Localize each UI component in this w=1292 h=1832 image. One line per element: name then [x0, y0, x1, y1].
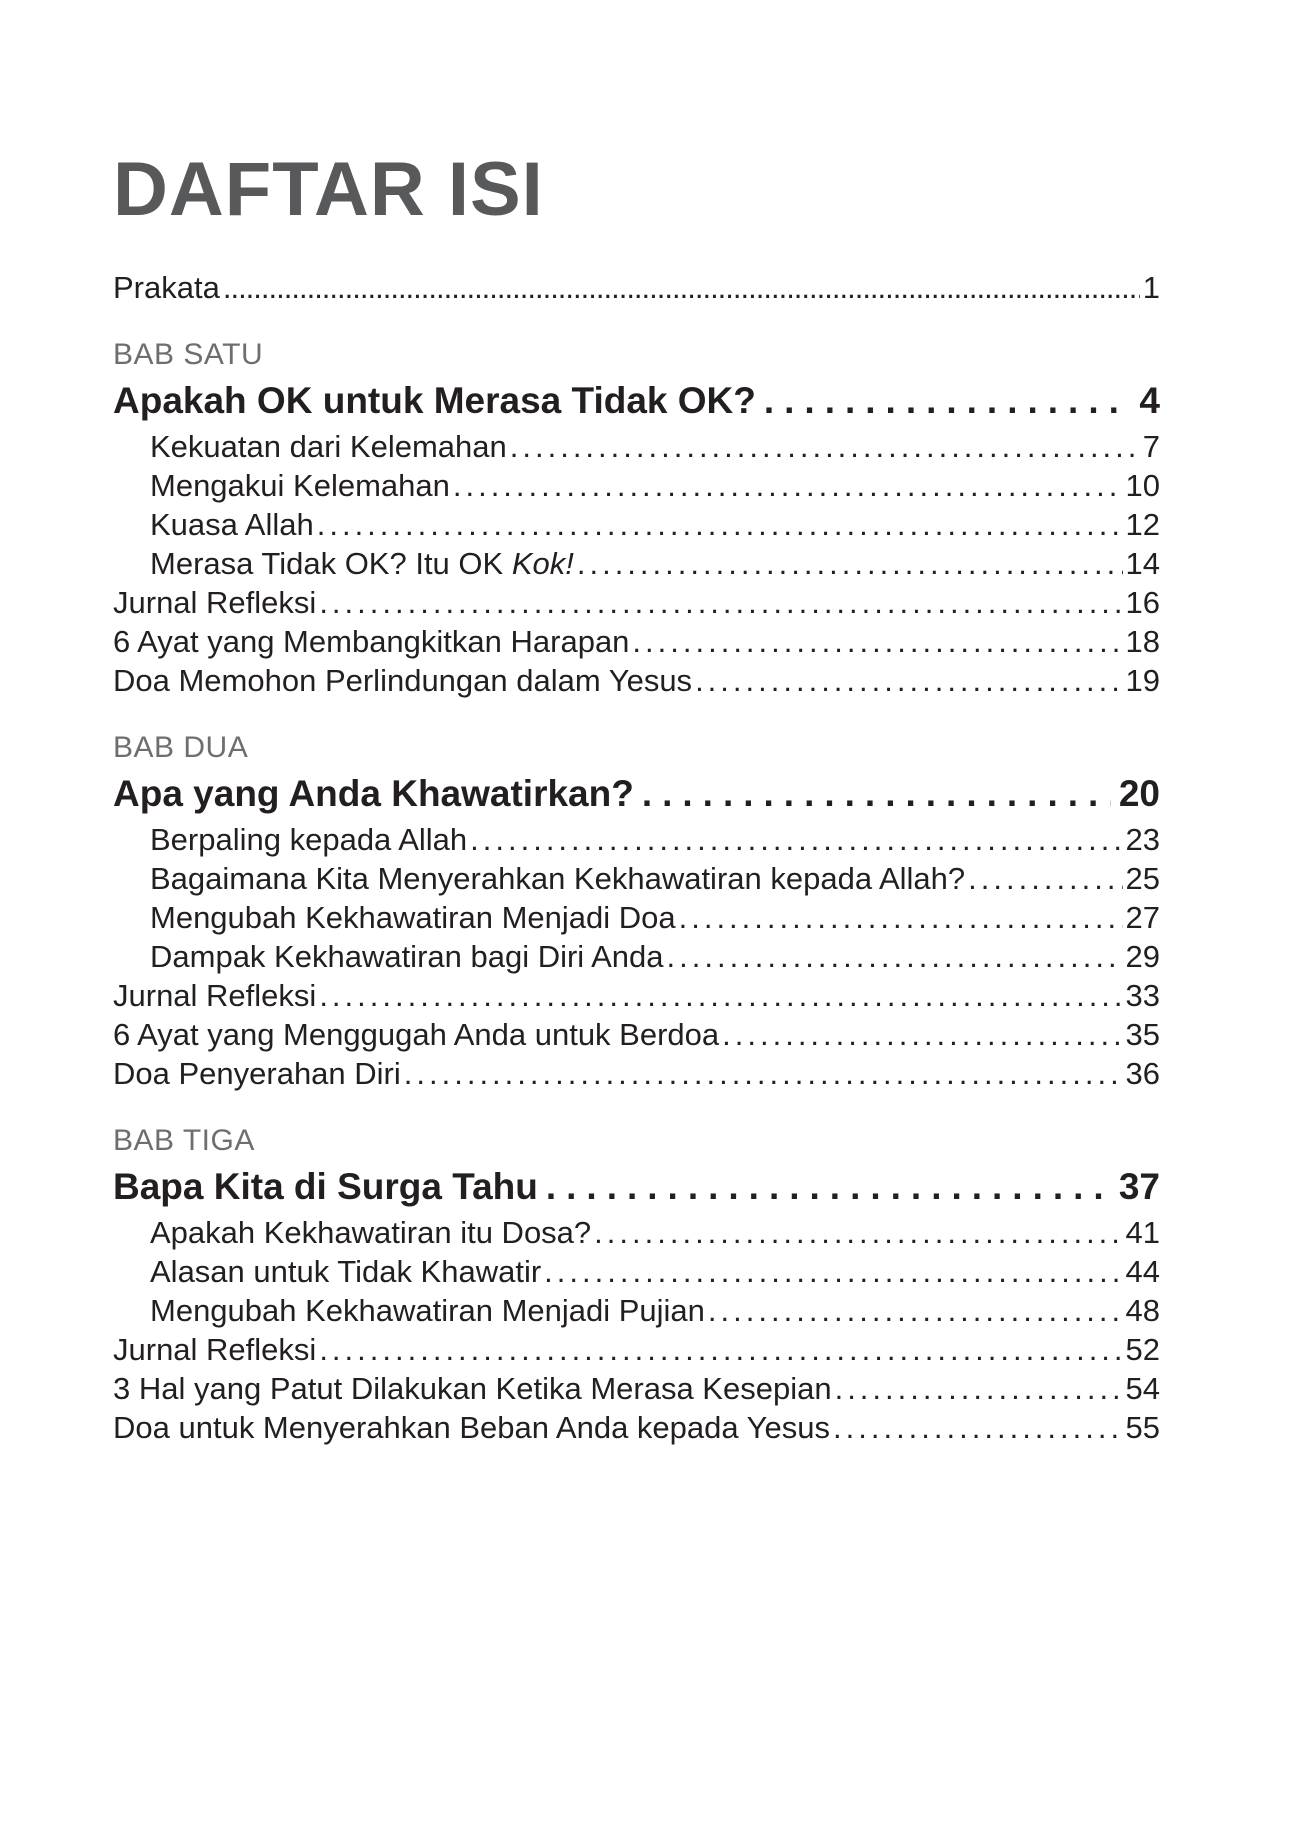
toc-entry — [113, 1330, 1160, 1369]
toc-entry-section — [113, 1213, 1160, 1252]
entry-label: 6 Ayat yang Menggugah Anda untuk Berdoa — [113, 1017, 720, 1052]
dot-leader — [722, 1015, 1122, 1054]
dot-leader — [667, 937, 1123, 976]
entry-page-number: 23 — [1125, 822, 1160, 857]
toc-entry — [113, 976, 1160, 1015]
dot-leader — [577, 544, 1123, 583]
toc-entry — [113, 1369, 1160, 1408]
toc-entry — [113, 622, 1160, 661]
dot-leader — [833, 1408, 1123, 1447]
toc-entry-section — [113, 1291, 1160, 1330]
entry-label: Jurnal Refleksi — [113, 978, 317, 1013]
dot-leader — [404, 1054, 1123, 1093]
toc-entry — [113, 1408, 1160, 1447]
chapter-title: Apakah OK untuk Merasa Tidak OK? — [113, 380, 756, 421]
dot-leader — [642, 770, 1111, 818]
entry-label: 6 Ayat yang Membangkitkan Harapan — [113, 624, 630, 659]
entry-page-number: 25 — [1125, 861, 1160, 896]
entry-label: Prakata — [113, 270, 220, 305]
dot-leader — [679, 898, 1123, 937]
dot-leader — [695, 661, 1122, 700]
entry-page-number: 55 — [1125, 1410, 1160, 1445]
entry-label: Mengakui Kelemahan — [150, 468, 450, 503]
entry-page-number: 44 — [1125, 1254, 1160, 1289]
toc-entry — [113, 661, 1160, 700]
toc-entry-chapter — [113, 770, 1160, 818]
dot-leader — [544, 1252, 1122, 1291]
entry-label: Doa Penyerahan Diri — [113, 1056, 401, 1091]
toc-entry-chapter — [113, 377, 1160, 425]
entry-page-number: 52 — [1125, 1332, 1160, 1367]
entry-page-number: 33 — [1125, 978, 1160, 1013]
entry-label: Jurnal Refleksi — [113, 1332, 317, 1367]
toc-entry — [113, 1015, 1160, 1054]
dot-leader — [708, 1291, 1123, 1330]
toc-entry-section — [113, 544, 1160, 583]
entry-label: Kekuatan dari Kelemahan — [150, 429, 507, 464]
chapter-kicker: BAB TIGA — [113, 1124, 255, 1157]
entry-page-number: 54 — [1125, 1371, 1160, 1406]
entry-page-number: 19 — [1125, 663, 1160, 698]
entry-page-number: 29 — [1125, 939, 1160, 974]
dot-leader — [319, 1330, 1122, 1369]
dot-leader — [453, 466, 1123, 505]
entry-page-number: 1 — [1142, 270, 1160, 305]
dot-leader — [594, 1213, 1122, 1252]
toc-entry-section — [113, 505, 1160, 544]
entry-label: Dampak Kekhawatiran bagi Diri Anda — [150, 939, 664, 974]
dot-leader — [764, 377, 1132, 425]
dot-leader — [835, 1369, 1123, 1408]
toc-entry-chapter — [113, 1163, 1160, 1211]
chapter-kicker: BAB DUA — [113, 731, 249, 764]
entry-page-number: 14 — [1125, 546, 1160, 581]
entry-label-italic: Kok! — [511, 546, 574, 581]
entry-page-number: 27 — [1125, 900, 1160, 935]
dot-leader — [632, 622, 1122, 661]
entry-page-number: 16 — [1125, 585, 1160, 620]
toc-entry — [113, 583, 1160, 622]
entry-page-number: 35 — [1125, 1017, 1160, 1052]
entry-label: 3 Hal yang Patut Dilakukan Ketika Merasa Kesepian — [113, 1371, 832, 1406]
toc-entry-section — [113, 427, 1160, 466]
entry-page-number: 37 — [1118, 1166, 1160, 1207]
entry-label: Mengubah Kekhawatiran Menjadi Pujian — [150, 1293, 705, 1328]
chapter-title: Bapa Kita di Surga Tahu — [113, 1166, 538, 1207]
entry-label-regular: Merasa Tidak OK? Itu OK — [150, 546, 512, 581]
entry-label: Alasan untuk Tidak Khawatir — [150, 1254, 542, 1289]
dot-leader — [319, 976, 1122, 1015]
toc-entry-section — [113, 820, 1160, 859]
entry-page-number: 7 — [1142, 429, 1160, 464]
toc-entry-section — [113, 466, 1160, 505]
entry-label: Bagaimana Kita Menyerahkan Kekhawatiran kepada Allah? — [150, 861, 966, 896]
entry-label: Mengubah Kekhawatiran Menjadi Doa — [150, 900, 676, 935]
chapter-title: Apa yang Anda Khawatirkan? — [113, 773, 634, 814]
entry-page-number: 48 — [1125, 1293, 1160, 1328]
dot-leader — [968, 859, 1122, 898]
entry-label: Berpaling kepada Allah — [150, 822, 468, 857]
toc-entry-section — [113, 859, 1160, 898]
entry-page-number: 4 — [1139, 380, 1160, 421]
chapter-kicker: BAB SATU — [113, 338, 264, 371]
entry-page-number: 10 — [1125, 468, 1160, 503]
entry-label: Kuasa Allah — [150, 507, 314, 542]
dot-leader — [510, 427, 1140, 466]
toc-entry-section — [113, 937, 1160, 976]
dot-leader — [317, 505, 1123, 544]
entry-label: Doa untuk Menyerahkan Beban Anda kepada Yesus — [113, 1410, 830, 1445]
dot-leader — [319, 583, 1122, 622]
toc-entry-preface — [113, 268, 1160, 307]
entry-page-number: 36 — [1125, 1056, 1160, 1091]
entry-page-number: 12 — [1125, 507, 1160, 542]
entry-label: Apakah Kekhawatiran itu Dosa? — [150, 1215, 592, 1250]
entry-label: Doa Memohon Perlindungan dalam Yesus — [113, 663, 693, 698]
entry-page-number: 20 — [1118, 773, 1160, 814]
entry-page-number: 18 — [1125, 624, 1160, 659]
entry-page-number: 41 — [1125, 1215, 1160, 1250]
dot-leader — [546, 1163, 1111, 1211]
dot-leader — [223, 268, 1140, 307]
toc-entry-section — [113, 1252, 1160, 1291]
entry-label: Jurnal Refleksi — [113, 585, 317, 620]
entry-label — [150, 544, 574, 583]
dot-leader — [470, 820, 1122, 859]
toc-entry-section — [113, 898, 1160, 937]
page-title: DAFTAR ISI — [113, 147, 544, 232]
toc-entry — [113, 1054, 1160, 1093]
